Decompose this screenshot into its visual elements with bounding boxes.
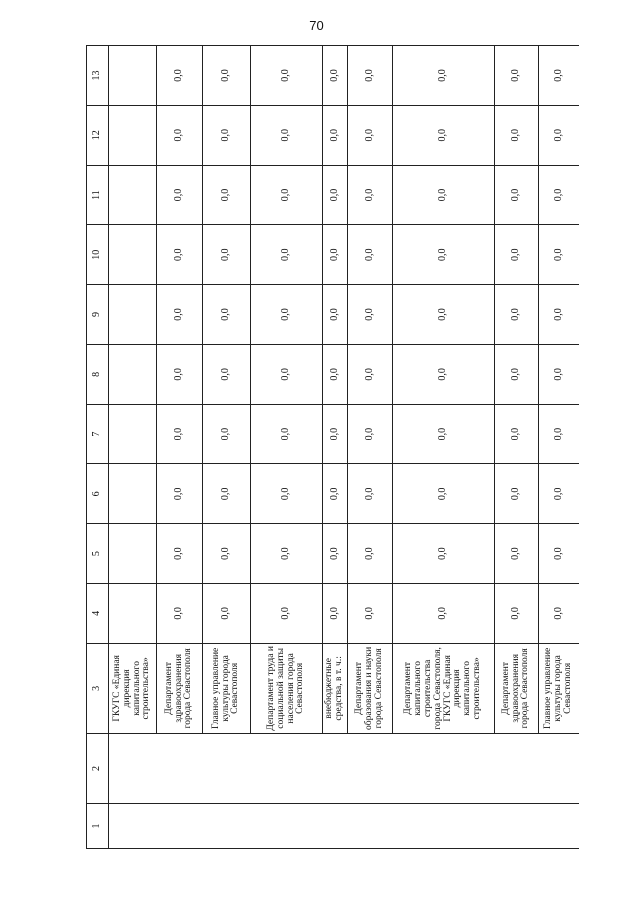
value-cell: 0,0 [393, 464, 495, 524]
value-cell: 0,0 [203, 165, 251, 225]
value-cell: 0,0 [348, 225, 393, 285]
value-cell: 0,0 [251, 285, 323, 345]
value-cell: 0,0 [157, 285, 203, 345]
header-cell: 9 [87, 285, 109, 345]
value-cell: 0,0 [539, 404, 580, 464]
executor-cell: внебюджетные средства, в т. ч.: [323, 643, 348, 733]
value-cell [109, 344, 157, 404]
value-cell: 0,0 [323, 165, 348, 225]
header-cell: 11 [87, 165, 109, 225]
value-cell: 0,0 [157, 464, 203, 524]
value-cell: 0,0 [348, 464, 393, 524]
table-row [539, 46, 580, 849]
value-cell: 0,0 [348, 165, 393, 225]
table-row [109, 46, 157, 849]
value-cell: 0,0 [323, 524, 348, 584]
value-cell: 0,0 [251, 344, 323, 404]
value-cell: 0,0 [495, 46, 539, 106]
executor-cell: Департамент образования и науки города Севастополя [348, 643, 393, 733]
value-cell: 0,0 [539, 344, 580, 404]
header-row [87, 46, 109, 849]
table-row [495, 46, 539, 849]
value-cell: 0,0 [251, 105, 323, 165]
header-cell: 3 [87, 643, 109, 733]
executor-cell: Главное управление культуры города Севастополя [203, 643, 251, 733]
value-cell: 0,0 [157, 404, 203, 464]
value-cell: 0,0 [539, 583, 580, 643]
value-cell: 0,0 [495, 524, 539, 584]
value-cell: 0,0 [393, 524, 495, 584]
value-cell: 0,0 [495, 225, 539, 285]
executor-cell: ГКУГС «Единая дирекция капитального строительства» [109, 643, 157, 733]
executor-cell: Главное управление культуры города Севастополя [539, 643, 580, 733]
value-cell: 0,0 [251, 524, 323, 584]
value-cell: 0,0 [203, 524, 251, 584]
value-cell: 0,0 [323, 285, 348, 345]
table-row [251, 46, 323, 849]
value-cell: 0,0 [323, 105, 348, 165]
header-cell: 7 [87, 404, 109, 464]
value-cell [109, 524, 157, 584]
value-cell: 0,0 [539, 464, 580, 524]
table-row [393, 46, 495, 849]
table-row [157, 46, 203, 849]
value-cell [109, 285, 157, 345]
value-cell: 0,0 [157, 344, 203, 404]
value-cell: 0,0 [393, 344, 495, 404]
value-cell: 0,0 [251, 46, 323, 106]
value-cell: 0,0 [203, 404, 251, 464]
value-cell: 0,0 [495, 165, 539, 225]
value-cell: 0,0 [203, 583, 251, 643]
value-cell: 0,0 [203, 105, 251, 165]
value-cell: 0,0 [157, 105, 203, 165]
value-cell: 0,0 [323, 583, 348, 643]
executor-cell: Департамент здравоохранения города Севастополя [157, 643, 203, 733]
value-cell: 0,0 [393, 165, 495, 225]
value-cell: 0,0 [495, 344, 539, 404]
value-cell: 0,0 [251, 404, 323, 464]
header-cell: 8 [87, 344, 109, 404]
value-cell [109, 404, 157, 464]
value-cell: 0,0 [539, 46, 580, 106]
value-cell: 0,0 [157, 165, 203, 225]
value-cell: 0,0 [348, 344, 393, 404]
value-cell: 0,0 [323, 46, 348, 106]
table-row [348, 46, 393, 849]
value-cell: 0,0 [393, 404, 495, 464]
value-cell: 0,0 [323, 225, 348, 285]
value-cell: 0,0 [348, 583, 393, 643]
page-number: 70 [309, 18, 324, 33]
value-cell: 0,0 [251, 165, 323, 225]
value-cell: 0,0 [203, 225, 251, 285]
value-cell: 0,0 [323, 344, 348, 404]
value-cell: 0,0 [393, 105, 495, 165]
table-frame [86, 45, 579, 849]
value-cell: 0,0 [157, 225, 203, 285]
value-cell: 0,0 [348, 285, 393, 345]
table-row [323, 46, 348, 849]
value-cell: 0,0 [348, 404, 393, 464]
value-cell [109, 583, 157, 643]
value-cell: 0,0 [539, 165, 580, 225]
value-cell [109, 105, 157, 165]
header-cell: 1 [87, 803, 109, 848]
value-cell: 0,0 [348, 46, 393, 106]
value-cell: 0,0 [251, 464, 323, 524]
header-cell: 10 [87, 225, 109, 285]
value-cell: 0,0 [393, 583, 495, 643]
header-cell: 13 [87, 46, 109, 106]
value-cell: 0,0 [539, 285, 580, 345]
value-cell [109, 165, 157, 225]
merged-cell-col2 [109, 733, 580, 803]
header-cell: 2 [87, 733, 109, 803]
value-cell: 0,0 [495, 464, 539, 524]
value-cell: 0,0 [157, 583, 203, 643]
value-cell: 0,0 [539, 105, 580, 165]
value-cell: 0,0 [157, 46, 203, 106]
budget-table [86, 45, 579, 849]
value-cell: 0,0 [393, 225, 495, 285]
value-cell: 0,0 [323, 464, 348, 524]
value-cell: 0,0 [203, 464, 251, 524]
value-cell: 0,0 [251, 225, 323, 285]
value-cell: 0,0 [203, 285, 251, 345]
executor-cell: Департамент здравоохранения города Севастополя [495, 643, 539, 733]
value-cell: 0,0 [495, 583, 539, 643]
header-cell: 12 [87, 105, 109, 165]
value-cell: 0,0 [393, 46, 495, 106]
header-cell: 4 [87, 583, 109, 643]
value-cell: 0,0 [203, 46, 251, 106]
value-cell [109, 225, 157, 285]
value-cell: 0,0 [251, 583, 323, 643]
value-cell: 0,0 [323, 404, 348, 464]
value-cell: 0,0 [539, 524, 580, 584]
value-cell: 0,0 [203, 344, 251, 404]
value-cell: 0,0 [348, 524, 393, 584]
executor-cell: Департамент труда и социальной защиты населения города Севастополя [251, 643, 323, 733]
header-cell: 6 [87, 464, 109, 524]
value-cell: 0,0 [495, 285, 539, 345]
value-cell [109, 46, 157, 106]
value-cell: 0,0 [393, 285, 495, 345]
table-body [109, 46, 580, 849]
merged-cell-col1 [109, 803, 580, 848]
rotated-table [86, 45, 579, 849]
value-cell: 0,0 [495, 404, 539, 464]
value-cell: 0,0 [348, 105, 393, 165]
header-cell: 5 [87, 524, 109, 584]
value-cell: 0,0 [157, 524, 203, 584]
value-cell: 0,0 [495, 105, 539, 165]
value-cell [109, 464, 157, 524]
executor-cell: Департамент капитального строительства города Севастополя, ГКУГС «Единая дирекция капитального строительства» [393, 643, 495, 733]
value-cell: 0,0 [539, 225, 580, 285]
table-row [203, 46, 251, 849]
